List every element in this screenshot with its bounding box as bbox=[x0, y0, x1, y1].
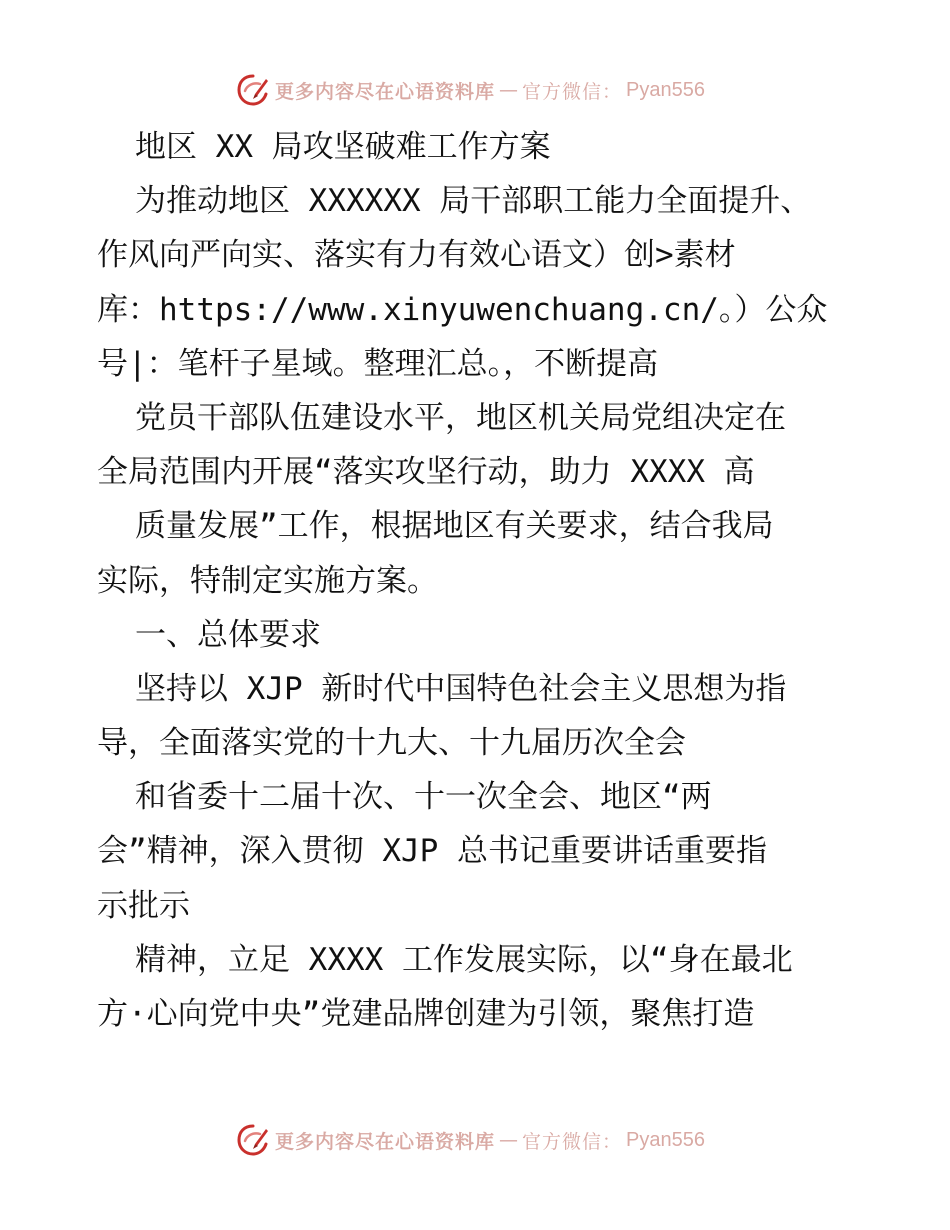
watermark-brand-text: 更多内容尽在心语资料库 bbox=[275, 80, 496, 103]
pen-nib-swirl-icon bbox=[235, 72, 271, 108]
paragraph-line: 坚持以 XJP 新时代中国特色社会主义思想为指 bbox=[135, 670, 787, 707]
paragraph-line: 全局范围内开展“落实攻坚行动，助力 XXXX 高 bbox=[97, 454, 755, 491]
pen-nib-swirl-icon bbox=[235, 1122, 271, 1158]
watermark-official-label: 官方微信： bbox=[522, 80, 623, 103]
paragraph-line: 号|：笔杆子星域。整理汇总。，不断提高 bbox=[97, 345, 659, 382]
watermark-account: Pyan556 bbox=[626, 1128, 705, 1151]
paragraph-line: 作风向严向实、落实有力有效心语文）创>素材 bbox=[97, 237, 736, 274]
paragraph-line: 会”精神，深入贯彻 XJP 总书记重要讲话重要指 bbox=[97, 833, 767, 870]
watermark-dash: — bbox=[499, 1129, 519, 1151]
paragraph-line: 和省委十二届十次、十一次全会、地区“两 bbox=[135, 779, 712, 816]
paragraph-line: 党员干部队伍建设水平，地区机关局党组决定在 bbox=[135, 399, 786, 436]
document-body bbox=[97, 120, 867, 1041]
watermark-account: Pyan556 bbox=[626, 78, 705, 101]
paragraph-line: 库：https://www.xinyuwenchuang.cn/。）公众 bbox=[97, 291, 828, 328]
document-title: 地区 XX 局攻坚破难工作方案 bbox=[135, 129, 551, 165]
section-heading: 一、总体要求 bbox=[135, 616, 321, 653]
watermark-brand-text: 更多内容尽在心语资料库 bbox=[275, 1130, 496, 1153]
watermark-dash: — bbox=[499, 79, 519, 101]
paragraph-line: 导，全面落实党的十九大、十九届历次全会 bbox=[97, 725, 686, 762]
paragraph-line: 实际，特制定实施方案。 bbox=[97, 562, 438, 599]
watermark-official-label: 官方微信： bbox=[522, 1130, 623, 1153]
paragraph-line: 示批示 bbox=[97, 887, 190, 924]
paragraph-line: 质量发展”工作，根据地区有关要求，结合我局 bbox=[135, 508, 774, 545]
paragraph-line: 为推动地区 XXXXXX 局干部职工能力全面提升、 bbox=[135, 183, 812, 220]
paragraph-line: 方·心向党中央”党建品牌创建为引领，聚焦打造 bbox=[97, 996, 755, 1032]
header-watermark bbox=[235, 70, 705, 110]
footer-watermark bbox=[235, 1120, 705, 1160]
paragraph-line: 精神，立足 XXXX 工作发展实际，以“身在最北 bbox=[135, 941, 793, 978]
